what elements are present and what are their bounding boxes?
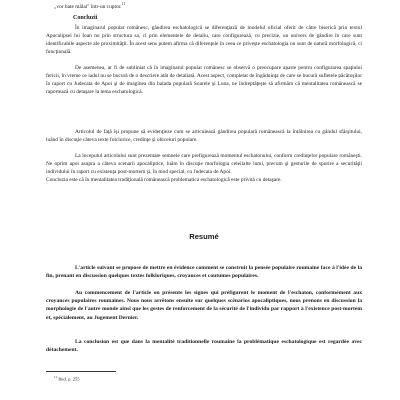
- resume-heading: Resumé: [189, 232, 219, 241]
- footnote-number: 11: [54, 375, 58, 379]
- abstract-paragraph-3: Concluzia este că în mentalitatea tradiţională românească problematica eschatologică este privită cu detaşare.: [46, 177, 282, 183]
- resume-paragraph-3: La conclusion est que dans la mentalité traditionnelle roumaine la problématique eschatologique est regardée avec détachement.: [46, 339, 362, 354]
- abstract-paragraph-2: La începutul articolului sunt prezentate semnele care prefigurează momentul eschatonului, conform credinţelor populare româneşti. Ne oprim apoi asupra a câteva scenarii apocaliptice, luăm în discuţie morfologia celeilalte lumi, precum şi gesturile de sporire a securităţii individului în raport cu existenţa post-mortem şi, în mod special, cu Judecata de Apoi.: [46, 153, 362, 175]
- document-page: [46, 0, 368, 400]
- footnote-divider: [46, 371, 116, 372]
- conclusions-paragraph-2: De asemenea, ar fi de subliniat că în imaginarul popular românesc se observă o preocupare aparte pentru configurarea spaţiului fericii, în vreme ce iadul nu se bucură de o descriere atât de detaliată. Acest aspect, completat de îngăduinţa de care se bucură sufletele păcătoşilor în raport cu Judecata de Apoi şi de imaginea din balada populară Soarele şi Luna, ne îndreptăţeşte să afirmăm că mentalitatea românească se raportează cu detaşare la tema eschatologică.: [46, 65, 362, 95]
- abstract-paragraph-1: Articolul de faţă îşi propune să evidenţieze cum se articulează gândirea populară românească la întâlnirea cu gândul sfârşitului, luând în discuţie câteva texte folclorice, credinţe şi obiceiuri populare.: [46, 129, 362, 143]
- resume-paragraph-2: Au commencement de l'article on présente les signes qui préfigurent le moment de l'eschaton, conformément aux croyances populaires roumaines. Nous nous arrêtons ensuite sur quelques scénarios apocaliptiques, nous prenons en discussion la morphologie de l'autre monde ainsi que les gestes de renforcement de la sécurité de l'individu par rapport à l'existence post-mortem et, spécialement, au Jugement Dernier.: [46, 290, 362, 321]
- continued-text-line: „vor bate mâlai" într-un cuptor.$^{11}$: [54, 2, 126, 10]
- conclusions-paragraph-1: În imaginarul popular românesc, gândirea eschatologică se diferenţiază de modelul oficial oferit de către biserică prin textul Apocalipsei lui Ioan nu prin structura sa, ci prin elementele de detaliu, care configurează, cu precizie, un univers de gândire în care sunt identificabile aspecte ale proximităţii. În acest sens putem afirma că diferenţele în ceea ce priveşte eschatologia nu sunt de natură morfologică, ci funcţională.: [46, 25, 362, 55]
- footnote-text: Ibid. p. 255: [58, 376, 80, 382]
- footnote: [54, 375, 80, 382]
- conclusions-heading: Concluzii: [73, 15, 98, 21]
- resume-paragraph-1: L'article suivant se propose de mettre en évidence comment se construit la pensée populaire roumaine face à l'idée de la fin, prenant en discussion quelques textes folkloriques, croyances et coutumes populaires.: [46, 265, 362, 280]
- footnote-reference: 11: [121, 2, 126, 6]
